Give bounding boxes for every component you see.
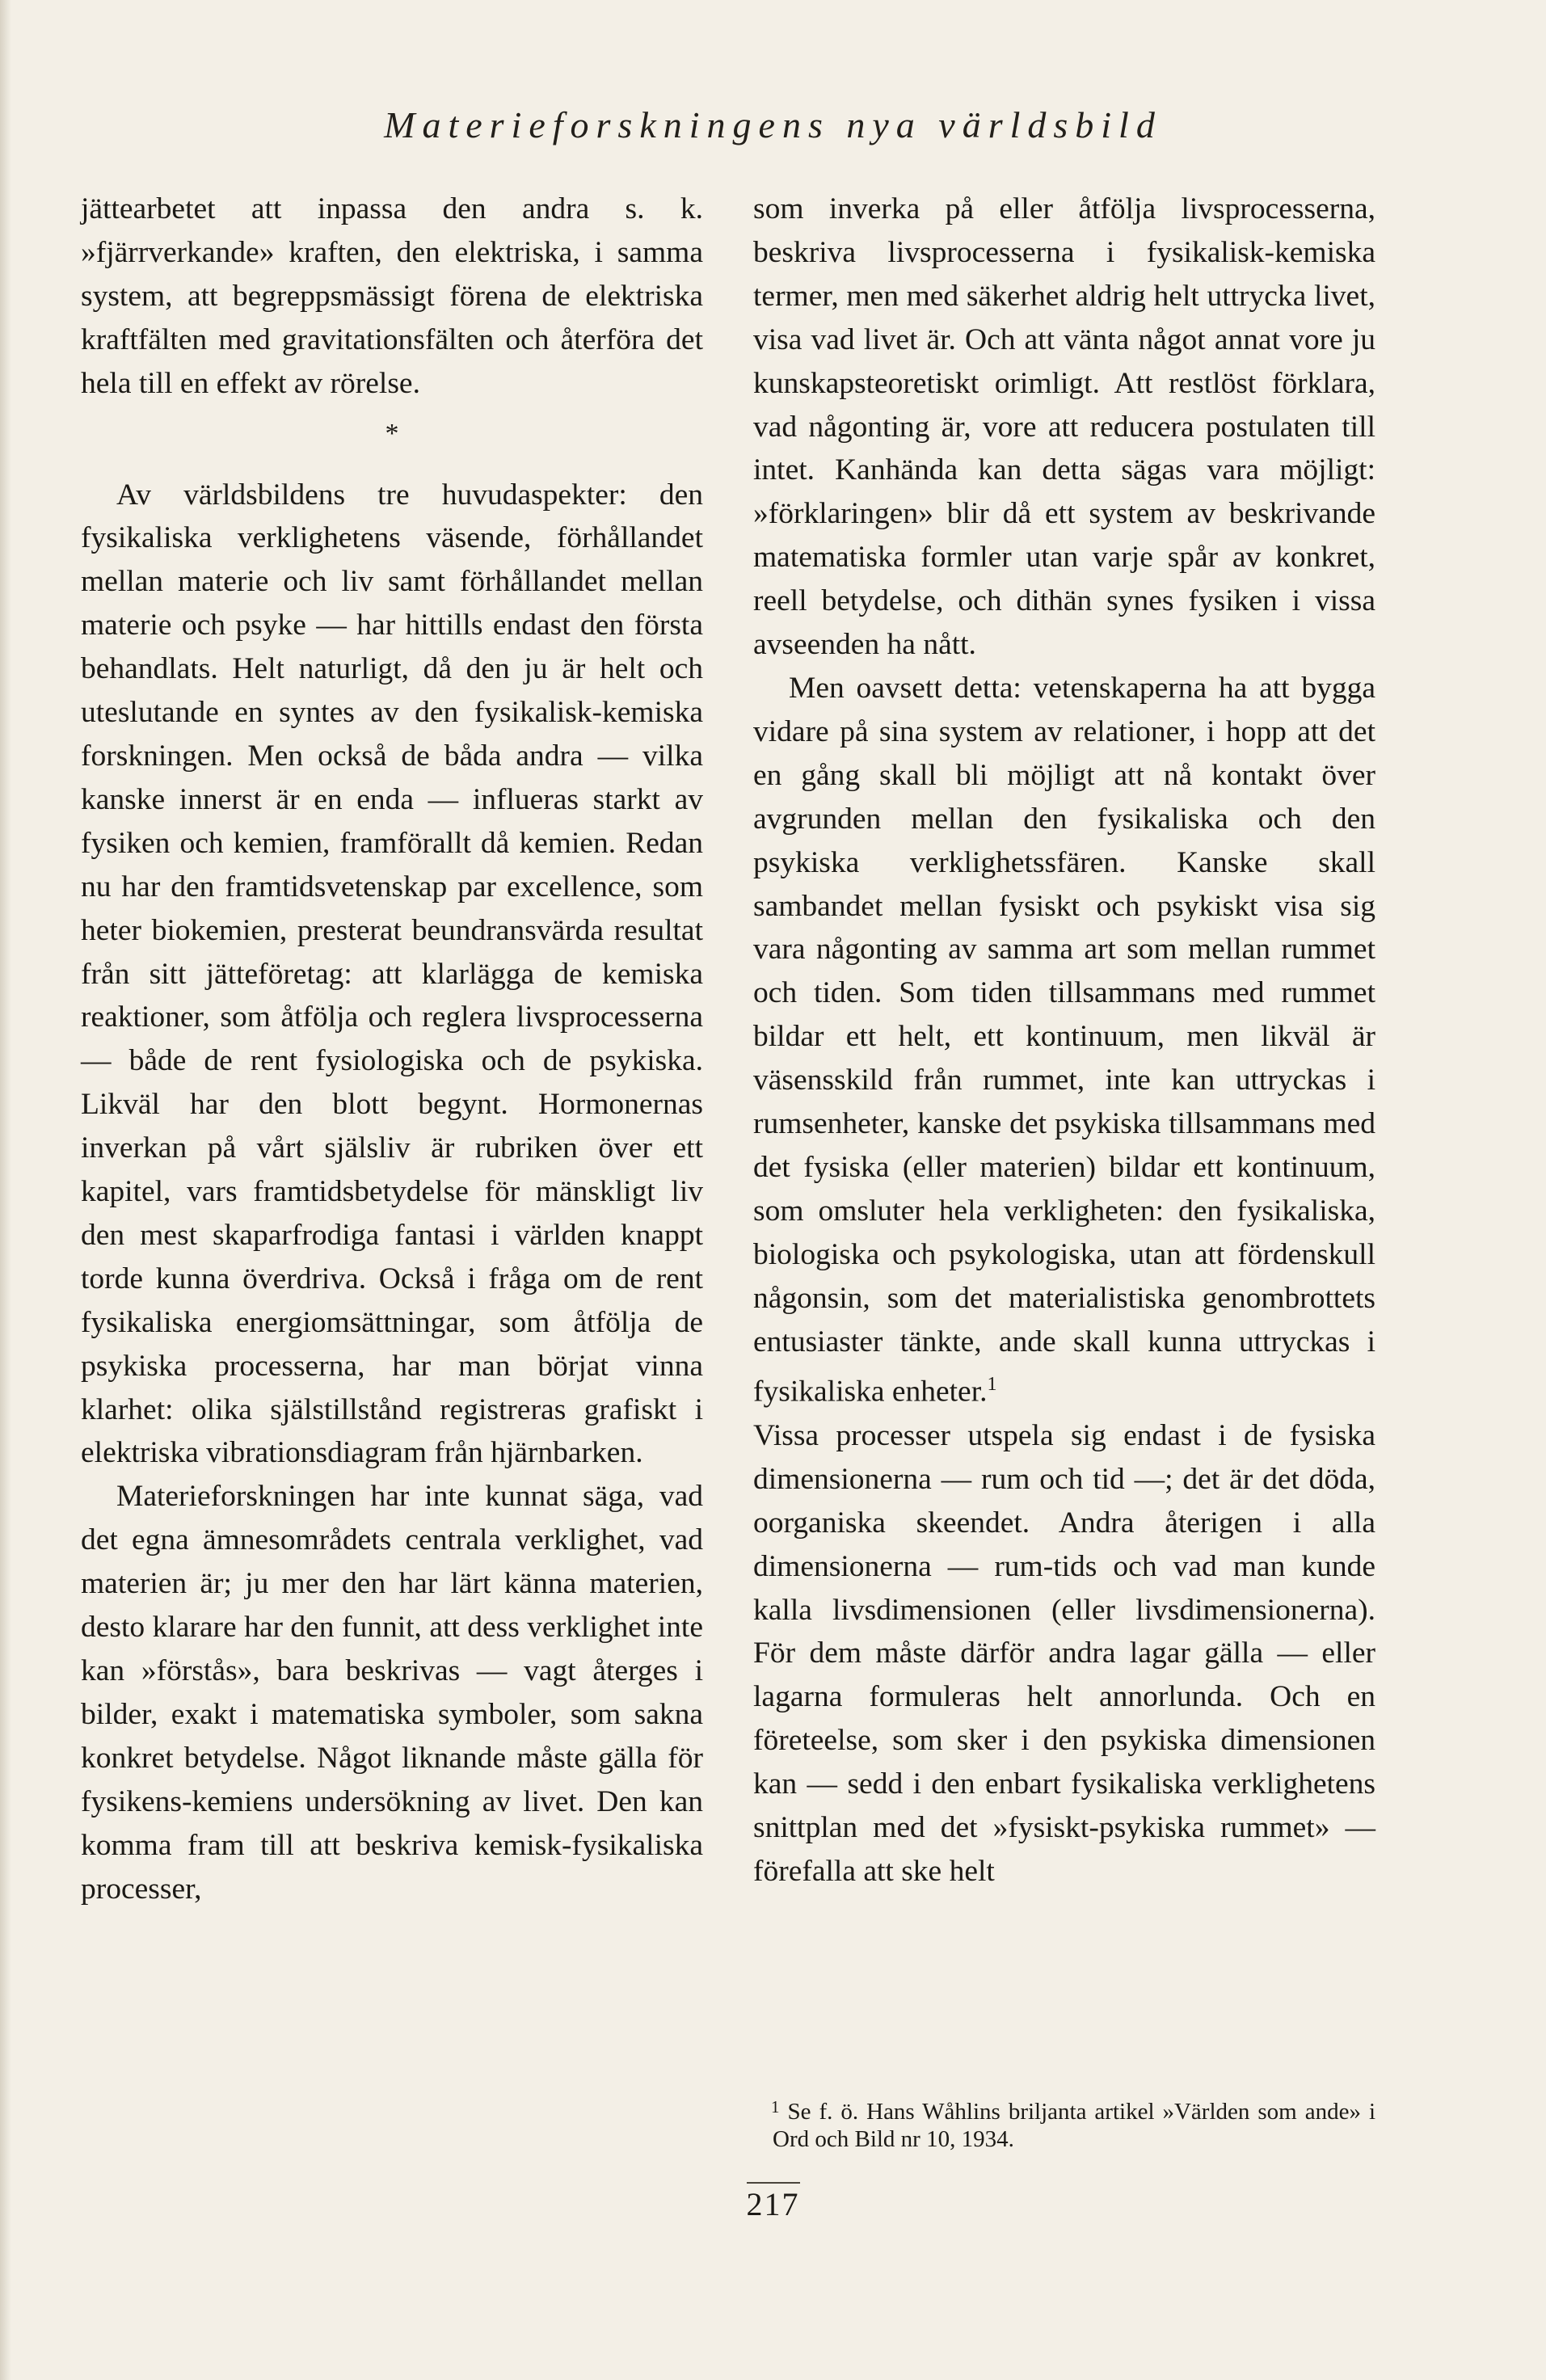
right-paragraph-2	[753, 667, 1375, 1414]
right-paragraph-1: som inverka på eller åtfölja livsprocesserna, beskriva livsprocesserna i fysikalisk-kemiska termer, men med säkerhet aldrig helt uttrycka livet, visa vad livet är. Och att vänta något annat vore ju kunskapsteoretiskt orimligt. Att restlöst förklara, vad någonting är, vore att reducera postulaten till intet. Kanhända kan detta sägas vara möjligt: »förklaringen» blir då ett system av beskrivande matematiska formler utan varje spår av konkret, reell betydelse, och dithän synes fysiken i vissa avseenden ha nått.	[753, 192, 1375, 662]
footnote-reference: 1	[987, 1374, 997, 1396]
running-head: Materieforskningens nya världsbild	[384, 104, 1162, 145]
right-paragraph-3: Vissa processer utspela sig endast i de fysiska dimensionerna — rum och tid —; det är det döda, oorganiska skeendet. Andra återigen i alla dimensionerna — rum-tids och vad man kunde kalla livsdimensionen (eller livsdimensionerna). För dem måste därför andra lagar gälla — eller lagarna formuleras helt annorlunda. Och en företeelse, som sker i den psykiska dimensionen kan — sedd i den enbart fysikaliska verklighetens snittplan med det »fysiskt-psykiska rummet» — förefalla att ske helt	[753, 1418, 1375, 1888]
footnote-marker: 1	[771, 2097, 780, 2117]
page-number	[0, 2182, 1546, 2223]
left-paragraph-3: Materieforskningen har inte kunnat säga, vad det egna ämnesområdets centrala verklighet, vad materien är; ju mer den har lärt känna materien, desto klarare har den funnit, att dess verklighet inte kan »förstås», bara beskrivas — vagt återges i bilder, exakt i matematiska symboler, som sakna konkret betydelse. Något liknande måste gälla för fysikens-kemiens undersökning av livet. Den kan komma fram till att beskriva kemisk-fysikaliska processer,	[81, 1480, 703, 1906]
footnote-body	[753, 2093, 1375, 2153]
page-number-text: 217	[747, 2182, 800, 2223]
footnote-text: Se f. ö. Hans Wåhlins briljanta artikel »Världen som ande» i Ord och Bild nr 10, 1934.	[773, 2099, 1375, 2152]
left-paragraph-2: Av världsbildens tre huvudaspekter: den fysikaliska verklighetens väsende, förhållandet mellan materie och liv samt förhållandet mellan materie och psyke — har hittills endast den första behandlats. Helt naturligt, då den ju är helt och uteslutande en syntes av den fysikalisk-kemiska forskningen. Men också de båda andra — vilka kanske innerst är en enda — influeras starkt av fysiken och kemien, framförallt då kemien. Redan nu har den framtidsvetenskap par excellence, som heter biokemien, presterat beundransvärda resultat från sitt jätteföretag: att klarlägga de kemiska reaktioner, som åtfölja och reglera livsprocesserna — både de rent fysiologiska och de psykiska. Likväl har den blott begynt. Hormonernas inverkan på vårt själsliv är rubriken över ett kapitel, vars framtidsbetydelse för mänskligt liv den mest skaparfrodiga fantasi i världen knappt torde kunna överdriva. Också i fråga om de rent fysikaliska energiomsättningar, som åtfölja de psykiska processerna, har man börjat vinna klarhet: olika själstillstånd registreras grafiskt i elektriska vibrationsdiagram från hjärnbarken.	[81, 478, 703, 1470]
left-paragraph-1: jättearbetet att inpassa den andra s. k. »fjärrverkande» kraften, den elektriska, i samma system, att begreppsmässigt förena de elektriska kraftfälten med gravitationsfälten och återföra det hela till en effekt av rörelse.	[81, 192, 703, 400]
section-separator: *	[385, 418, 399, 449]
right-paragraph-2-text: Men oavsett detta: vetenskaperna ha att bygga vidare på sina system av relationer, i hopp att det en gång skall bli möjligt att nå kontakt över avgrunden mellan den fysikaliska och den psykiska verklighetssfären. Kanske skall sambandet mellan fysiskt och psykiskt visa sig vara någonting av samma art som mellan rummet och tiden. Som tiden tillsammans med rummet bildar ett helt, ett kontinuum, men likväl är väsensskild från rummet, inte kan uttryckas i rumsenheter, kanske det psykiska tillsammans med det fysiska (eller materien) bildar ett kontinuum, som omsluter hela verkligheten: den fysikaliska, biologiska och psykologiska, utan att fördenskull någonsin, som det materialistiska genombrottets entusiaster tänkte, ande skall kunna uttryckas i fysikaliska enheter.	[753, 671, 1375, 1409]
footnote	[753, 2093, 1375, 2153]
left-column	[81, 187, 703, 1910]
right-column	[753, 187, 1375, 1893]
binding-shadow	[0, 0, 11, 2380]
